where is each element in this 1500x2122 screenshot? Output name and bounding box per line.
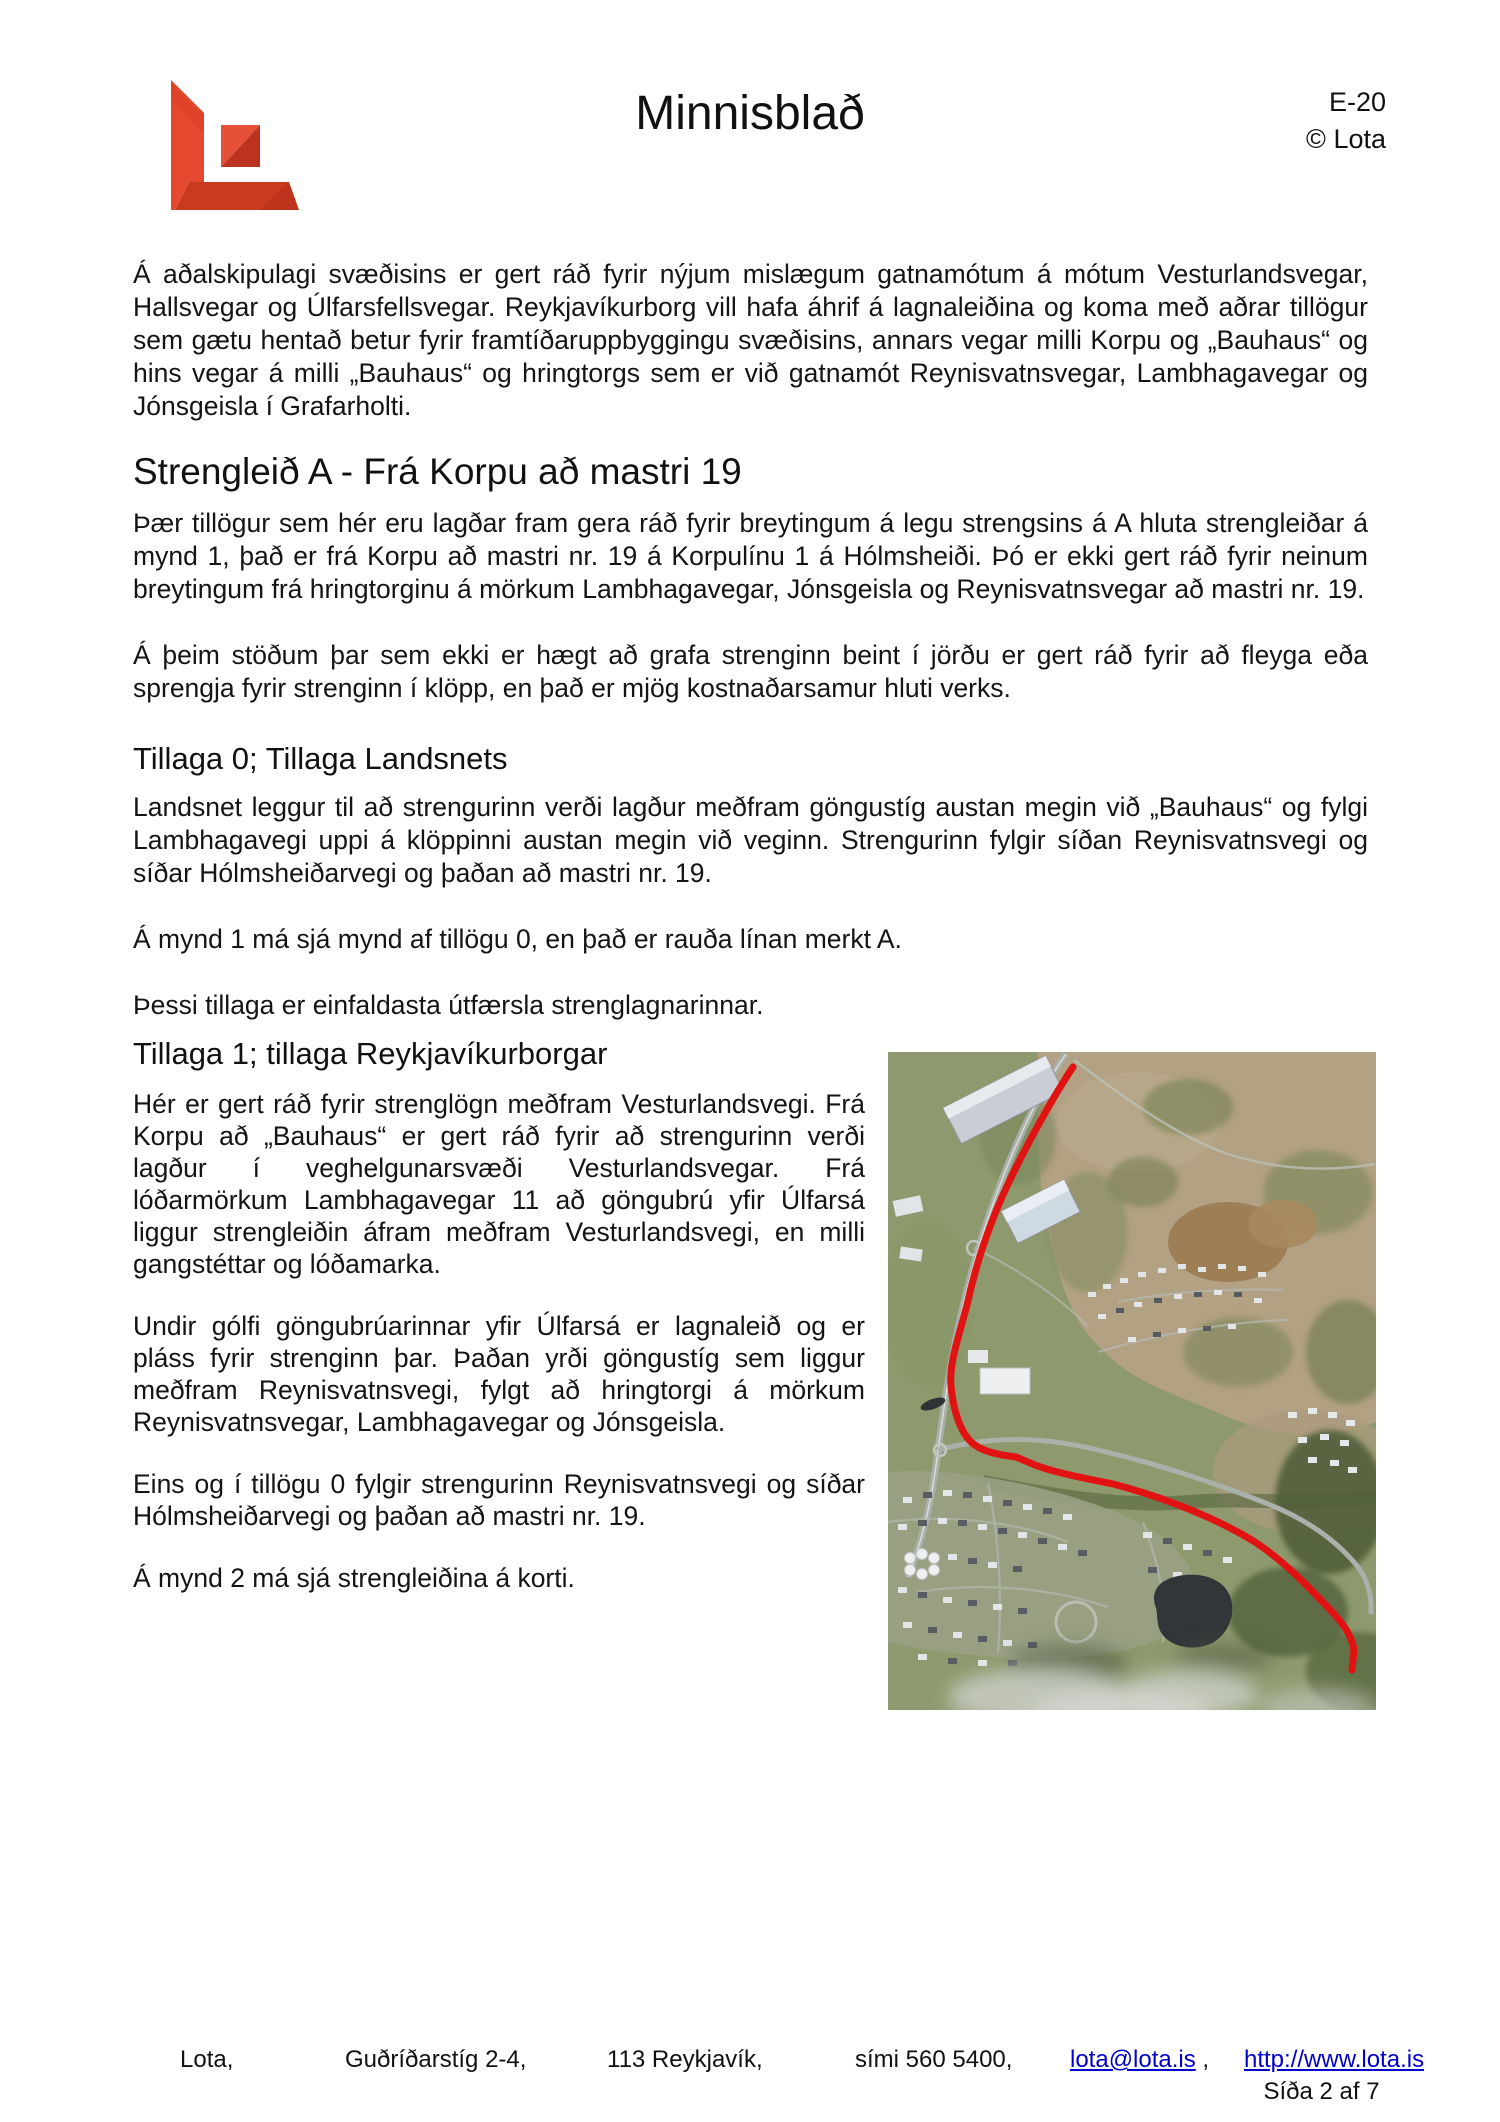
email-separator: ,: [1195, 2046, 1210, 2073]
website-link[interactable]: http://www.lota.is: [1244, 2046, 1425, 2073]
tillaga1-paragraph-2: Undir gólfi göngubrúarinnar yfir Úlfarsá er lagnaleið og er pláss fyrir strenginn þar. Þaðan yrði göngustíg sem liggur meðfram Reynisvatnsvegi, fylgt að hringtorgi á mörkum Reynisvatnsvegar, Lambhagavegar og Jónsgeisla.: [133, 1311, 865, 1437]
memo-body: [133, 258, 1368, 1726]
doc-code: E-20: [1328, 87, 1386, 117]
email-link[interactable]: lota@lota.is: [1070, 2046, 1196, 2073]
heading-tillaga-1: Tillaga 1; tillaga Reykjavíkurborgar: [133, 1036, 608, 1071]
copyright: © Lota: [1306, 124, 1386, 154]
doc-meta: [1306, 84, 1386, 158]
footer-website-wrap: [1244, 2046, 1424, 2074]
tillaga1-section: [133, 1036, 1368, 1726]
footer-company: Lota,: [180, 2046, 234, 2073]
aerial-map-figure: [888, 1052, 1376, 1710]
tillaga1-text-column: [133, 1088, 865, 1594]
footer-phone: sími 560 5400,: [855, 2046, 1013, 2073]
footer-address: Guðríðarstíg 2-4,: [345, 2046, 527, 2073]
tillaga1-paragraph-3: Eins og í tillögu 0 fylgir strengurinn Reynisvatnsvegi og síðar Hólmsheiðarvegi og þaðan að mastri nr. 19.: [133, 1469, 865, 1531]
tillaga1-paragraph-4: Á mynd 2 má sjá strengleiðina á korti.: [133, 1563, 575, 1593]
strengleid-paragraph-1: Þær tillögur sem hér eru lagðar fram gera ráð fyrir breytingum á legu strengsins á A hluta strengleiðar á mynd 1, það er frá Korpu að mastri nr. 19 á Korpulínu 1 á Hólmsheiði. Þó er ekki gert ráð fyrir neinum breytingum frá hringtorginu á mörkum Lambhagavegar, Jónsgeisla og Reynisvatnsvegar að mastri nr. 19.: [133, 508, 1368, 604]
page-title: Minnisblað: [635, 87, 865, 140]
tillaga0-paragraph-3: Þessi tillaga er einfaldasta útfærsla strenglagnarinnar.: [133, 990, 764, 1020]
page-number: Síða 2 af 7: [1263, 2078, 1380, 2105]
footer-email-wrap: [1070, 2046, 1209, 2074]
tillaga0-paragraph-1: Landsnet leggur til að strengurinn verði lagður meðfram göngustíg austan megin við „Bauhaus“ og fylgi Lambhagavegi uppi á klöppinni austan megin við veginn. Strengurinn fylgir síðan Reynisvatnsvegi og síðar Hólmsheiðarvegi og þaðan að mastri nr. 19.: [133, 792, 1368, 888]
heading-strengleid-a: Strengleið A - Frá Korpu að mastri 19: [133, 451, 742, 492]
footer-city: 113 Reykjavík,: [607, 2046, 763, 2073]
intro-paragraph: Á aðalskipulagi svæðisins er gert ráð fyrir nýjum mislægum gatnamótum á mótum Vesturlandsvegar, Hallsvegar og Úlfarsfellsvegar. Reykjavíkurborg vill hafa áhrif á lagnaleiðina og koma með aðrar tillögur sem gætu hentað betur fyrir framtíðaruppbyggingu svæðisins, annars vegar milli Korpu og „Bauhaus“ og hins vegar á milli „Bauhaus“ og hringtorgs sem er við gatnamót Reynisvatnsvegar, Lambhagavegar og Jónsgeisla í Grafarholti.: [133, 259, 1368, 421]
heading-tillaga-0: Tillaga 0; Tillaga Landsnets: [133, 741, 508, 776]
strengleid-paragraph-2: Á þeim stöðum þar sem ekki er hægt að grafa strenginn beint í jörðu er gert ráð fyrir að fleyga eða sprengja fyrir strenginn í klöpp, en það er mjög kostnaðarsamur hluti verks.: [133, 640, 1368, 703]
tillaga1-paragraph-1: Hér er gert ráð fyrir strenglögn meðfram Vesturlandsvegi. Frá Korpu að „Bauhaus“ er gert ráð fyrir að strengurinn verði lagður í veghelgunarsvæði Vesturlandsvegar. Frá lóðarmörkum Lambhagavegar 11 að göngubrú yfir Úlfarsá liggur strengleiðin áfram meðfram Vesturlandsvegi, en milli gangstéttar og lóðamarka.: [133, 1089, 865, 1279]
tillaga0-paragraph-2: Á mynd 1 má sjá mynd af tillögu 0, en það er rauða línan merkt A.: [133, 924, 902, 954]
